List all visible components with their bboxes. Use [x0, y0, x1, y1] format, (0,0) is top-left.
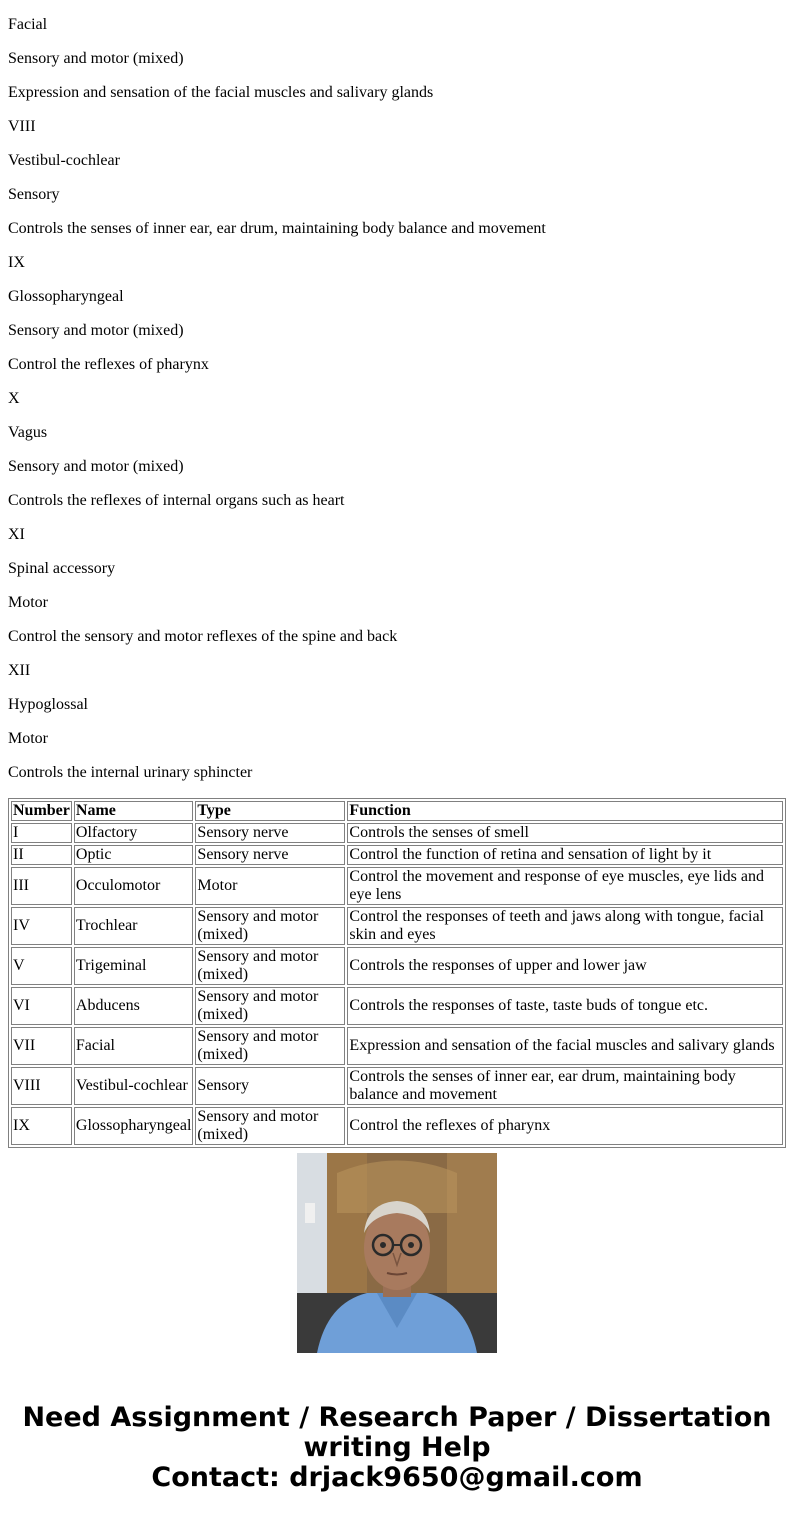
cell-number: II: [11, 845, 72, 865]
cell-name: Trochlear: [74, 907, 194, 945]
cell-type: Sensory and motor (mixed): [195, 1027, 345, 1065]
cell-number: VII: [11, 1027, 72, 1065]
cell-number: VI: [11, 987, 72, 1025]
cell-name: Facial: [74, 1027, 194, 1065]
cell-type: Sensory nerve: [195, 823, 345, 843]
text-line: Facial: [8, 16, 48, 33]
table-row: [11, 845, 783, 865]
cell-name: Trigeminal: [74, 947, 194, 985]
cell-function: Controls the responses of taste, taste buds of tongue etc.: [347, 987, 783, 1025]
cell-name: Vestibul-cochlear: [74, 1067, 194, 1105]
text-line: Motor: [8, 594, 48, 611]
cell-name: Abducens: [74, 987, 194, 1025]
cell-type: Sensory: [195, 1067, 345, 1105]
table-row: [11, 1107, 783, 1145]
cell-name: Optic: [74, 845, 194, 865]
table-row: [11, 867, 783, 905]
text-line: Vestibul-cochlear: [8, 152, 120, 169]
cell-function: Expression and sensation of the facial muscles and salivary glands: [347, 1027, 783, 1065]
column-header-function: Function: [347, 801, 783, 821]
cell-type: Sensory and motor (mixed): [195, 987, 345, 1025]
text-line: Sensory and motor (mixed): [8, 50, 184, 67]
text-line: Control the sensory and motor reflexes of the spine and back: [8, 628, 398, 645]
text-line: Motor: [8, 730, 48, 747]
table-row: [11, 823, 783, 843]
cell-function: Controls the responses of upper and lower jaw: [347, 947, 783, 985]
text-line: Controls the reflexes of internal organs such as heart: [8, 492, 345, 509]
cell-number: VIII: [11, 1067, 72, 1105]
table-row: [11, 1067, 783, 1105]
cell-name: Occulomotor: [74, 867, 194, 905]
cta-line-1: Need Assignment / Research Paper / Dissertation: [22, 1402, 772, 1433]
cta-contact-email[interactable]: Contact: drjack9650@gmail.com: [151, 1462, 643, 1493]
cell-function: Control the responses of teeth and jaws along with tongue, facial skin and eyes: [347, 907, 783, 945]
table-row: [11, 1027, 783, 1065]
cell-function: Controls the senses of inner ear, ear drum, maintaining body balance and movement: [347, 1067, 783, 1105]
text-line: Spinal accessory: [8, 560, 116, 577]
text-line: Sensory and motor (mixed): [8, 458, 184, 475]
portrait-image: [297, 1153, 497, 1353]
table-row: [11, 987, 783, 1025]
text-line: IX: [8, 254, 25, 271]
text-lines: [0, 16, 794, 782]
cell-name: Olfactory: [74, 823, 194, 843]
cell-number: V: [11, 947, 72, 985]
cranial-nerve-table: [8, 798, 786, 1148]
text-line: Expression and sensation of the facial muscles and salivary glands: [8, 84, 434, 101]
cta-line-2: writing Help: [303, 1432, 491, 1463]
column-header-number: Number: [13, 802, 70, 819]
cell-type: Sensory and motor (mixed): [195, 1107, 345, 1145]
column-header-type: Type: [195, 801, 345, 821]
cell-name: Glossopharyngeal: [74, 1107, 194, 1145]
text-line: Sensory and motor (mixed): [8, 322, 184, 339]
cell-number: I: [11, 823, 72, 843]
cell-function: Control the movement and response of eye muscles, eye lids and eye lens: [347, 867, 783, 905]
text-line: Vagus: [8, 424, 48, 441]
cell-type: Sensory nerve: [195, 845, 345, 865]
cell-type: Sensory and motor (mixed): [195, 907, 345, 945]
text-line: VIII: [8, 118, 36, 135]
text-line: XI: [8, 526, 25, 543]
text-line: XII: [8, 662, 31, 679]
cell-type: Motor: [195, 867, 345, 905]
cell-number: IX: [11, 1107, 72, 1145]
cell-function: Control the reflexes of pharynx: [347, 1107, 783, 1145]
cell-function: Control the function of retina and sensation of light by it: [347, 845, 783, 865]
text-line: Sensory: [8, 186, 60, 203]
cell-number: III: [11, 867, 72, 905]
text-line: Controls the senses of inner ear, ear drum, maintaining body balance and movement: [8, 220, 546, 237]
table-row: [11, 947, 783, 985]
text-line: Glossopharyngeal: [8, 288, 124, 305]
text-line: X: [8, 390, 20, 407]
contact-banner: [0, 1403, 794, 1493]
text-line: Control the reflexes of pharynx: [8, 356, 209, 373]
cell-type: Sensory and motor (mixed): [195, 947, 345, 985]
table-header-row: [11, 801, 783, 821]
text-line: Hypoglossal: [8, 696, 88, 713]
cell-function: Controls the senses of smell: [347, 823, 783, 843]
text-line: Controls the internal urinary sphincter: [8, 764, 253, 781]
cell-number: IV: [11, 907, 72, 945]
column-header-name: Name: [74, 801, 194, 821]
author-photo: [297, 1153, 497, 1353]
table-row: [11, 907, 783, 945]
